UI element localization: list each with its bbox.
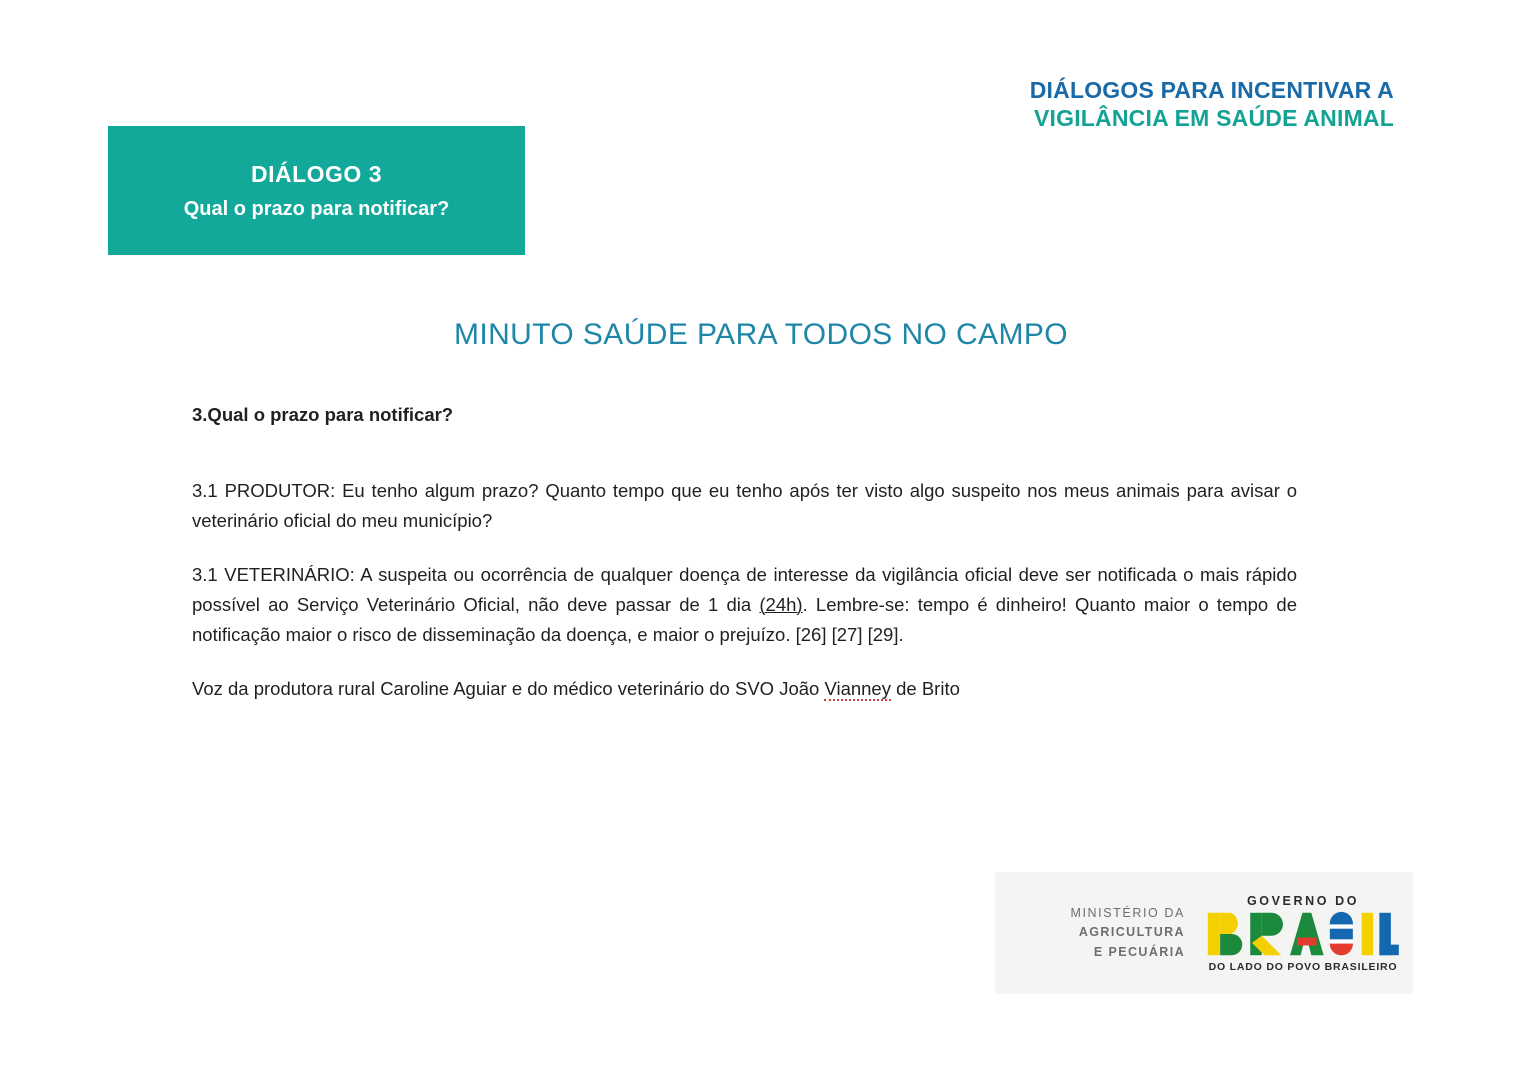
paragraph-veterinarian	[192, 560, 1297, 650]
brand-header	[1030, 76, 1394, 132]
government-bottom-label: DO LADO DO POVO BRASILEIRO	[1208, 960, 1398, 973]
credits-text-1: Voz da produtora rural Caroline Aguiar e do médico veterinário do SVO João	[192, 677, 825, 699]
dialog-number-label: DIÁLOGO 3	[250, 160, 382, 187]
paragraph-vet-highlight: (24h)	[759, 593, 803, 615]
footer-logo-block	[995, 872, 1413, 994]
paragraph-producer: 3.1 PRODUTOR: Eu tenho algum prazo? Quanto tempo que eu tenho após ter visto algo suspeito nos meus animais para avisar o veterinário oficial do meu município?	[192, 479, 1297, 531]
paragraph-vet-text-1: 3.1 VETERINÁRIO: A suspeita ou ocorrência de qualquer doença de interesse da vigilância oficial deve ser notificada o mais rápido possível ao Serviço Veterinário Oficial, não deve passar de 1 dia	[192, 563, 1297, 615]
ministry-line-1: MINISTÉRIO DA	[1070, 905, 1185, 920]
paragraph-credits	[192, 674, 1297, 704]
section-heading: MINUTO SAÚDE PARA TODOS NO CAMPO	[453, 318, 1068, 351]
government-top-label: GOVERNO DO	[1246, 893, 1360, 908]
ministry-logotype	[995, 904, 1201, 962]
brand-header-line-1: DIÁLOGOS PARA INCENTIVAR A	[1029, 77, 1394, 103]
ministry-line-3: E PECUÁRIA	[1093, 944, 1185, 959]
question-title: 3.Qual o prazo para notificar?	[192, 404, 454, 425]
paragraph-vet-text-2: . Lembre-se: tempo é dinheiro! Quanto maior o tempo de notificação maior o risco de disseminação da doença, e maior o prejuízo. [26] [27] [29].	[192, 593, 1297, 645]
credits-text-2: de Brito	[890, 677, 960, 699]
dialog-callout-box	[108, 126, 525, 255]
brand-header-line-2: VIGILÂNCIA EM SAÚDE ANIMAL	[1034, 105, 1394, 132]
government-logotype	[1201, 894, 1413, 973]
document-body	[192, 400, 1297, 728]
ministry-line-2: AGRICULTURA	[1078, 925, 1185, 940]
brasil-wordmark-icon	[1206, 911, 1401, 957]
credits-spellcheck-word: Vianney	[824, 677, 891, 699]
dialog-question-label: Qual o prazo para notificar?	[183, 197, 450, 220]
